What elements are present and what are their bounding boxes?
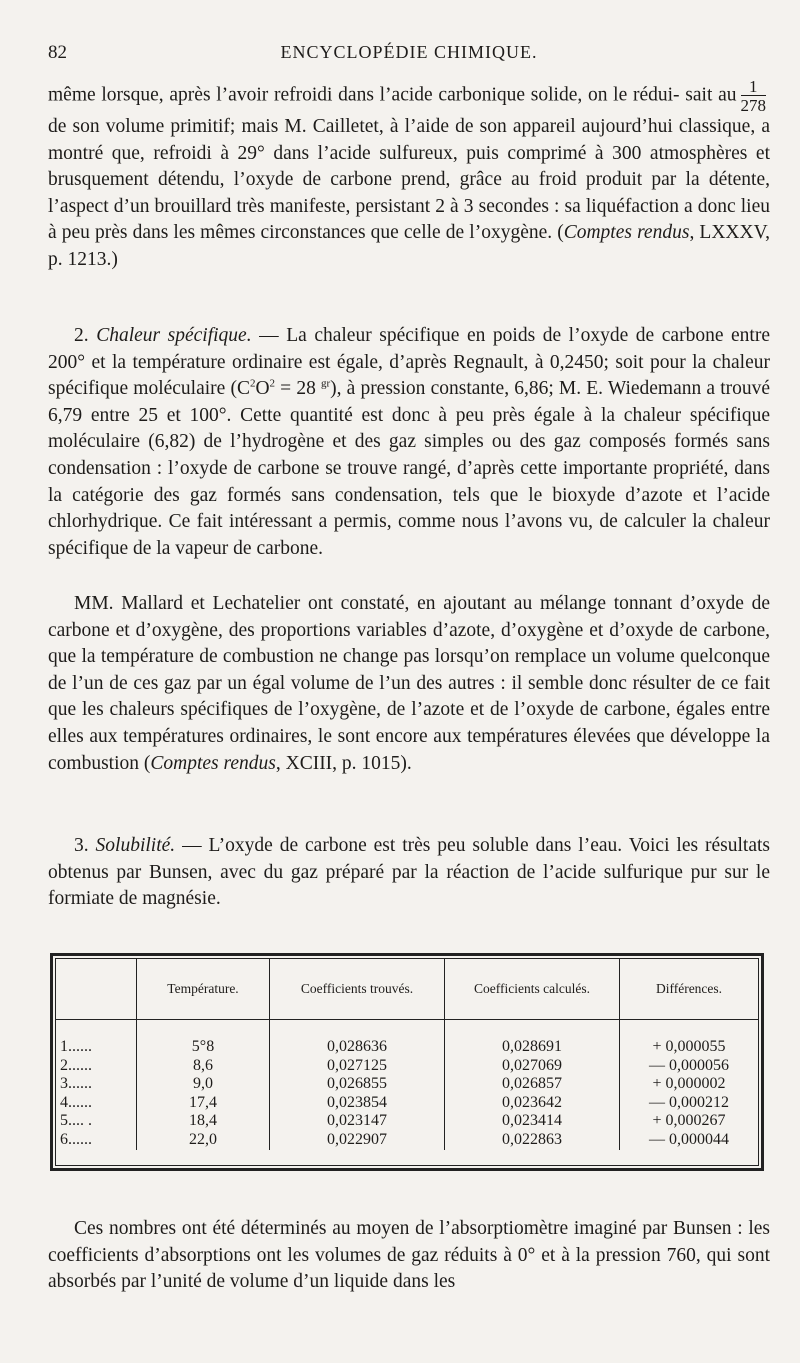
citation-rest: , LXXXV, p. 1213.): [48, 222, 771, 270]
table-cell: 0,026857: [502, 1075, 562, 1092]
paragraph-chaleur-specifique: [48, 323, 770, 562]
running-title: ENCYCLOPÉDIE CHIMIQUE.: [280, 42, 538, 62]
text-body: O: [255, 378, 270, 400]
temperature-column: [137, 1020, 270, 1151]
table-row: [56, 1020, 758, 1151]
table-cell: — 0,000212: [649, 1093, 729, 1111]
table-cell: 0,023414: [502, 1112, 562, 1129]
page-number: 82: [48, 42, 67, 63]
coef-calc-column: [445, 1020, 620, 1151]
section-number: 3.: [74, 835, 89, 856]
table-cell: + 0,000002: [652, 1075, 726, 1092]
table-cell: 22,0: [189, 1130, 217, 1148]
section-number: 2.: [74, 325, 89, 346]
header-coef-found: Coefficients trouvés.: [270, 959, 445, 1020]
differences-column: [620, 1020, 759, 1151]
header-coef-calc: Coefficients calculés.: [445, 959, 620, 1020]
superscript: gr: [320, 377, 331, 390]
header-differences: Différences.: [620, 959, 759, 1020]
superscript: 2: [269, 377, 276, 390]
table-cell: 17,4: [189, 1093, 217, 1111]
table-cell: — 0,000044: [649, 1130, 729, 1148]
table-cell: 4......: [60, 1093, 92, 1111]
table-cell: 0,023147: [327, 1112, 387, 1129]
coef-found-column: [270, 1020, 445, 1151]
table-cell: 18,4: [189, 1112, 217, 1129]
table-cell: 0,022863: [502, 1130, 562, 1148]
table-cell: 2......: [60, 1056, 92, 1074]
table-header-row: [56, 959, 758, 1020]
text-body: MM. Mallard et Lechatelier ont constaté, en ajoutant au mélange tonnant d’oxyde de carbone et d’oxygène, des proportions variables d’azote, d’oxygène et d’oxyde de carbone, que la température de combustion ne change pas lorsqu’on remplace un volume quelconque de l’un de ces gaz par un égal volume de l’un des autres : il semble donc résulter de ce fait que les chaleurs spécifiques de l’oxygène, de l’azote et de l’oxyde de carbone, égales entre elles aux températures ordinaires, le sont encore aux températures élevées que développe la combustion (: [48, 593, 770, 774]
table-cell: 0,023642: [502, 1093, 562, 1111]
solubility-table: [50, 953, 764, 1171]
table-cell: 0,026855: [327, 1075, 387, 1092]
paragraph-liquefaction: [48, 78, 770, 274]
fraction: [741, 78, 767, 114]
table-cell: 9,0: [193, 1075, 213, 1092]
text-line: même lorsque, après l’avoir refroidi dans l’acide carbonique solide, on le rédui-: [48, 84, 680, 106]
text-body: = 28: [275, 378, 321, 400]
citation-title: Comptes rendus: [150, 752, 276, 774]
text-body: ), à pression constante, 6,86; M. E. Wiedemann a trouvé 6,79 entre 25 et 100°. Cette quantité est donc à peu près égale à la chaleur spécifique moléculaire (6,82) de l’hydrogène et des gaz simples ou des gaz composés formés sans condensation : l’oxyde de carbone se trouve rangé, d’après cette importante propriété, dans la catégorie des gaz formés sans condensation, tels que le bioxyde d’azote et l’acide chlorhydrique. Ce fait intéressant a permis, comme nous l’avons vu, de calculer la chaleur spécifique de la vapeur de carbone.: [48, 378, 771, 559]
header-index: [56, 959, 137, 1020]
table-cell: + 0,000055: [652, 1038, 726, 1055]
table-cell: + 0,000267: [652, 1112, 726, 1129]
text-sait-au: sait au: [685, 84, 737, 106]
fraction-numerator: 1: [741, 78, 767, 96]
page-header: [48, 42, 770, 70]
paragraph-absorptiometre: [48, 1216, 770, 1296]
fraction-denominator: 278: [740, 96, 766, 115]
text-body: de son volume primitif; mais M. Cailletet, à l’aide de son appareil aujourd’hui classique, a montré que, refroidi à 29° dans l’acide sulfureux, puis comprimé à 300 atmosphères et brusquement détendu, l’oxyde de carbone prend, grâce au froid produit par la détente, l’aspect d’un brouillard très manifeste, persistant 2 à 3 secondes : sa liquéfaction a donc lieu à peu près dans les mêmes circonstances que celle de l’oxygène. (: [48, 116, 770, 244]
index-column: [56, 1020, 137, 1151]
paragraph-mallard: [48, 591, 770, 777]
table-cell: 1......: [60, 1038, 92, 1055]
table-cell: 5°8: [191, 1038, 215, 1055]
section-title: Solubilité.: [95, 835, 176, 856]
header-temperature: Température.: [137, 959, 270, 1020]
text-body: — La chaleur spécifique en poids de l’oxyde de carbone entre 200° et la température ordinaire est égale, d’après Regnault, à 0,2450; soit pour la chaleur spécifique moléculaire (C: [48, 325, 770, 400]
table-cell: 0,027125: [327, 1056, 387, 1074]
table-cell: 0,023854: [327, 1093, 387, 1111]
table-cell: 0,028636: [327, 1038, 387, 1055]
text-body: Ces nombres ont été déterminés au moyen de l’absorptiomètre imaginé par Bunsen : les coefficients d’absorptions ont les volumes de gaz réduits à 0° et à la pression 760, qui sont absorbés par l’unité de volume d’un liquide dans les: [48, 1218, 770, 1293]
superscript: 2: [249, 377, 256, 390]
table-cell: 0,028691: [502, 1038, 562, 1055]
citation-title: Comptes rendus: [563, 222, 690, 244]
table-cell: 0,027069: [502, 1056, 562, 1074]
section-title: Chaleur spécifique.: [96, 325, 252, 346]
table-cell: 3......: [60, 1075, 92, 1092]
citation-rest: , XCIII, p. 1015).: [275, 752, 412, 774]
paragraph-solubilite: [48, 833, 770, 913]
table-cell: 6......: [60, 1130, 92, 1148]
table-cell: 8,6: [193, 1056, 213, 1074]
table-cell: — 0,000056: [649, 1056, 729, 1074]
table-cell: 0,022907: [327, 1130, 387, 1148]
text-body: — L’oxyde de carbone est très peu soluble dans l’eau. Voici les résultats obtenus par Bunsen, avec du gaz préparé par la réaction de l’acide sulfurique pur sur le formiate de magnésie.: [48, 835, 770, 910]
table-cell: 5.... .: [60, 1112, 92, 1129]
